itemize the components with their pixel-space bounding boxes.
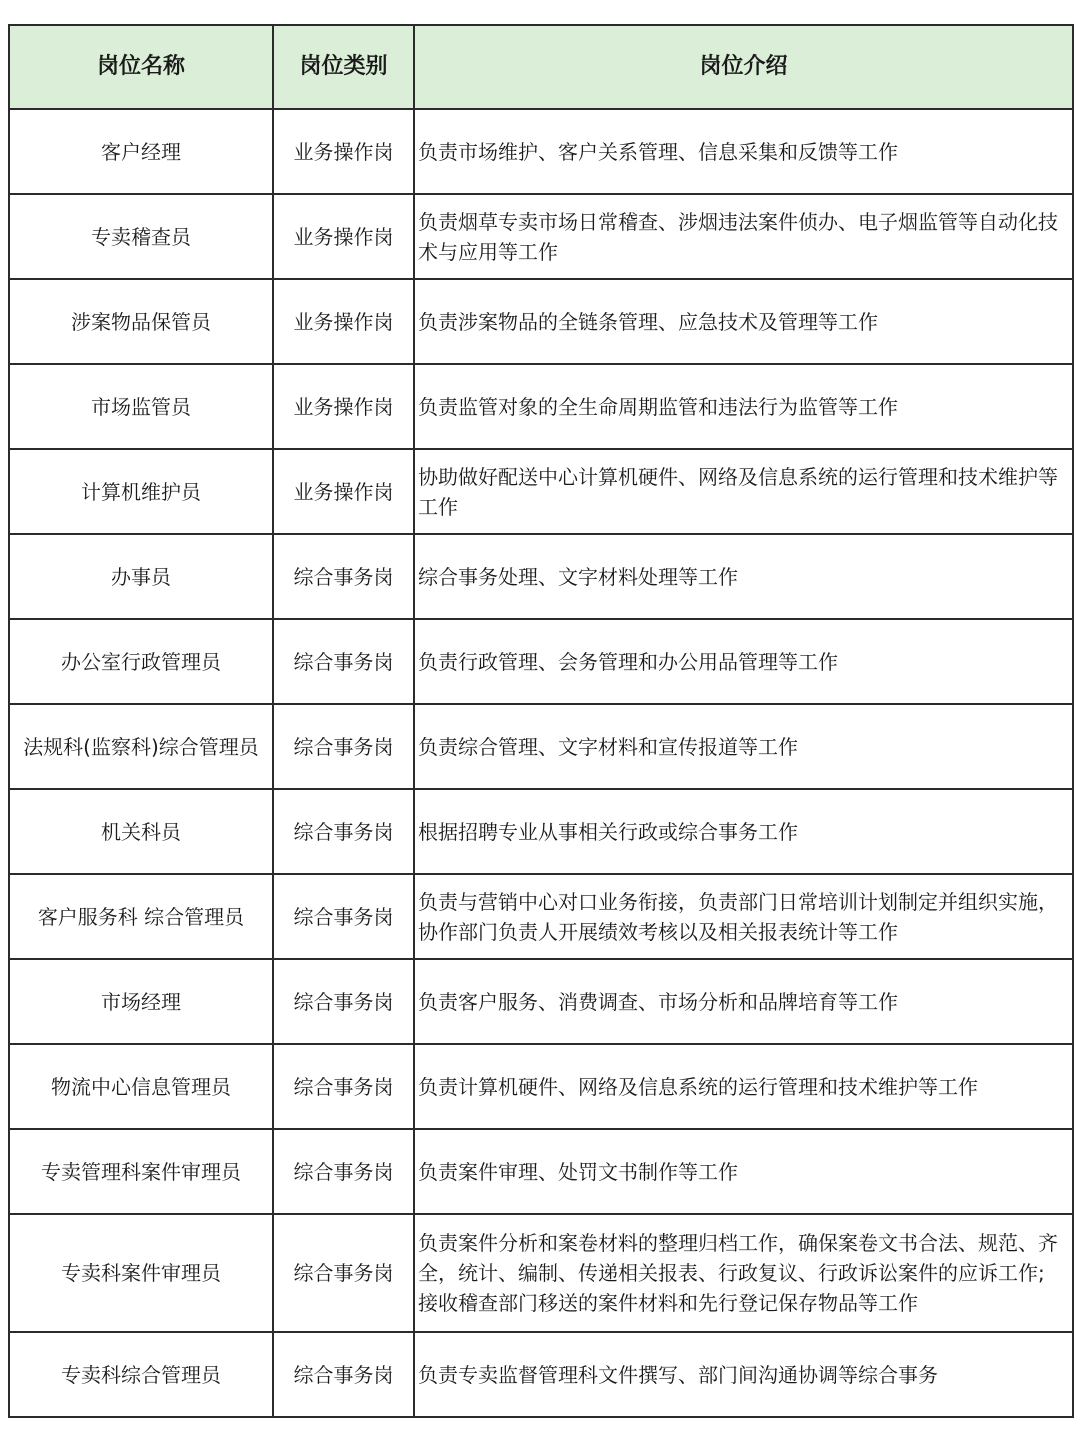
cell-position-category: 综合事务岗	[273, 619, 414, 704]
table-row	[9, 1044, 1073, 1129]
cell-position-description: 负责市场维护、客户关系管理、信息采集和反馈等工作	[414, 109, 1073, 194]
cell-position-description: 根据招聘专业从事相关行政或综合事务工作	[414, 789, 1073, 874]
cell-position-name: 专卖稽查员	[9, 194, 273, 279]
cell-position-name: 办事员	[9, 534, 273, 619]
cell-position-name: 办公室行政管理员	[9, 619, 273, 704]
cell-position-description: 协助做好配送中心计算机硬件、网络及信息系统的运行管理和技术维护等工作	[414, 449, 1073, 534]
cell-position-name: 客户服务科 综合管理员	[9, 874, 273, 959]
cell-position-category: 业务操作岗	[273, 279, 414, 364]
cell-position-description: 负责综合管理、文字材料和宣传报道等工作	[414, 704, 1073, 789]
cell-position-description: 负责案件分析和案卷材料的整理归档工作，确保案卷文书合法、规范、齐全，统计、编制、传递相关报表、行政复议、行政诉讼案件的应诉工作;接收稽查部门移送的案件材料和先行登记保存物品等工作	[414, 1214, 1073, 1332]
cell-position-description: 负责涉案物品的全链条管理、应急技术及管理等工作	[414, 279, 1073, 364]
table-row	[9, 109, 1073, 194]
cell-position-category: 综合事务岗	[273, 789, 414, 874]
table-row	[9, 279, 1073, 364]
cell-position-name: 专卖管理科案件审理员	[9, 1129, 273, 1214]
cell-position-category: 业务操作岗	[273, 449, 414, 534]
table-row	[9, 959, 1073, 1044]
cell-position-category: 综合事务岗	[273, 1332, 414, 1417]
cell-position-description: 综合事务处理、文字材料处理等工作	[414, 534, 1073, 619]
table-row	[9, 1332, 1073, 1417]
cell-position-name: 机关科员	[9, 789, 273, 874]
cell-position-name: 计算机维护员	[9, 449, 273, 534]
table-row	[9, 619, 1073, 704]
cell-position-category: 综合事务岗	[273, 959, 414, 1044]
table-row	[9, 874, 1073, 959]
position-table-sheet	[8, 24, 1074, 1418]
cell-position-name: 专卖科案件审理员	[9, 1214, 273, 1332]
cell-position-category: 业务操作岗	[273, 194, 414, 279]
cell-position-category: 业务操作岗	[273, 364, 414, 449]
cell-position-name: 市场经理	[9, 959, 273, 1044]
header-position-category: 岗位类别	[273, 25, 414, 109]
cell-position-category: 综合事务岗	[273, 874, 414, 959]
table-row	[9, 449, 1073, 534]
cell-position-description: 负责行政管理、会务管理和办公用品管理等工作	[414, 619, 1073, 704]
cell-position-name: 市场监管员	[9, 364, 273, 449]
table-row	[9, 789, 1073, 874]
table-row	[9, 704, 1073, 789]
header-row	[9, 25, 1073, 109]
cell-position-category: 综合事务岗	[273, 1129, 414, 1214]
cell-position-category: 综合事务岗	[273, 704, 414, 789]
table-row	[9, 194, 1073, 279]
table-row	[9, 1129, 1073, 1214]
table-row	[9, 364, 1073, 449]
table-row	[9, 534, 1073, 619]
cell-position-name: 客户经理	[9, 109, 273, 194]
cell-position-category: 综合事务岗	[273, 534, 414, 619]
cell-position-name: 涉案物品保管员	[9, 279, 273, 364]
header-position-name: 岗位名称	[9, 25, 273, 109]
cell-position-name: 物流中心信息管理员	[9, 1044, 273, 1129]
cell-position-description: 负责监管对象的全生命周期监管和违法行为监管等工作	[414, 364, 1073, 449]
cell-position-category: 业务操作岗	[273, 109, 414, 194]
cell-position-description: 负责案件审理、处罚文书制作等工作	[414, 1129, 1073, 1214]
cell-position-description: 负责专卖监督管理科文件撰写、部门间沟通协调等综合事务	[414, 1332, 1073, 1417]
cell-position-name: 法规科(监察科)综合管理员	[9, 704, 273, 789]
cell-position-description: 负责客户服务、消费调查、市场分析和品牌培育等工作	[414, 959, 1073, 1044]
cell-position-description: 负责与营销中心对口业务衔接，负责部门日常培训计划制定并组织实施，协作部门负责人开展绩效考核以及相关报表统计等工作	[414, 874, 1073, 959]
cell-position-name: 专卖科综合管理员	[9, 1332, 273, 1417]
cell-position-category: 综合事务岗	[273, 1214, 414, 1332]
cell-position-description: 负责烟草专卖市场日常稽查、涉烟违法案件侦办、电子烟监管等自动化技术与应用等工作	[414, 194, 1073, 279]
cell-position-category: 综合事务岗	[273, 1044, 414, 1129]
position-table	[8, 24, 1074, 1418]
header-position-description: 岗位介绍	[414, 25, 1073, 109]
cell-position-description: 负责计算机硬件、网络及信息系统的运行管理和技术维护等工作	[414, 1044, 1073, 1129]
table-row	[9, 1214, 1073, 1332]
